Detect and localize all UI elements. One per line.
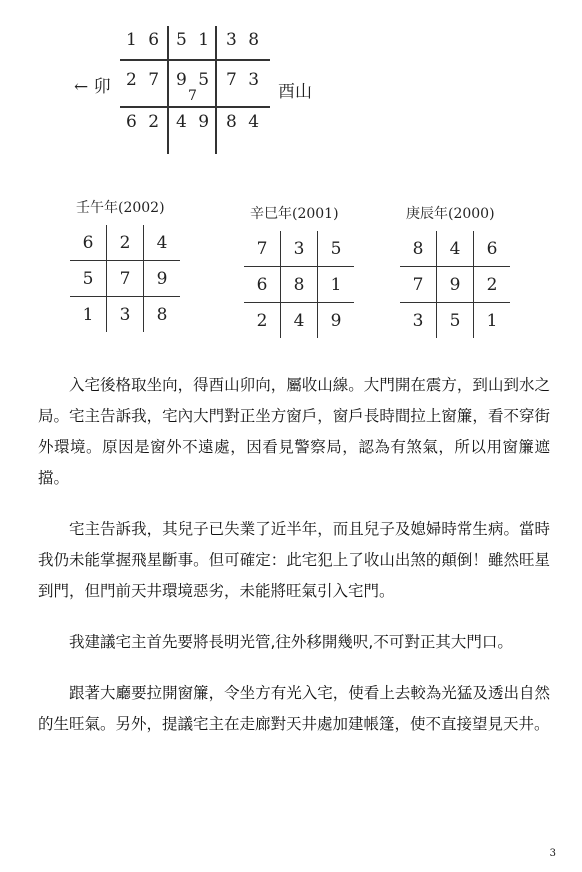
east-direction-label: ← 卯	[74, 77, 111, 97]
grid-cell: 6	[70, 225, 107, 261]
chart-grid-line	[215, 26, 217, 154]
grid-cell: 2	[107, 225, 144, 261]
year-grid-2001	[244, 203, 354, 338]
grid-caption: 辛巳年(2001)	[250, 206, 339, 222]
grid-cell: 3	[400, 303, 437, 339]
chart-center-note: 7	[188, 88, 200, 104]
grid-cell: 5	[70, 261, 107, 297]
grid-cell: 2	[474, 267, 511, 303]
grid-cell: 1	[318, 267, 355, 303]
chart-cell: 4 9	[176, 112, 213, 132]
grid-cell: 4	[281, 303, 318, 339]
grid-cell: 7	[400, 267, 437, 303]
grid-cell: 9	[318, 303, 355, 339]
chart-cell: 2 7	[126, 70, 163, 90]
star-grid	[70, 225, 180, 332]
chart-cell: 5 1	[176, 30, 213, 50]
chart-cell: 9 5	[176, 70, 213, 90]
star-grid	[244, 231, 354, 338]
grid-cell: 8	[400, 231, 437, 267]
chart-cell: 3 8	[226, 30, 263, 50]
paragraph: 我建議宅主首先要將長明光管,往外移開幾呎,不可對正其大門口。	[69, 633, 513, 651]
grid-cell: 7	[107, 261, 144, 297]
chart-cell: 7 3	[226, 70, 263, 90]
chart-grid-line	[120, 59, 270, 61]
grid-caption: 壬午年(2002)	[76, 200, 165, 216]
paragraph: 跟著大廳要拉開窗簾，令坐方有光入宅，使看上去較為光猛及透出自然的生旺氣。另外，提議宅主在走廊對天井處加建帳篷，使不直接望見天井。	[38, 684, 550, 733]
grid-cell: 2	[244, 303, 281, 339]
grid-cell: 4	[437, 231, 474, 267]
grid-cell: 9	[437, 267, 474, 303]
year-grid-2002	[70, 197, 180, 332]
flying-star-chart	[60, 20, 330, 160]
grid-cell: 6	[244, 267, 281, 303]
grid-cell: 1	[70, 297, 107, 333]
chart-grid-line	[167, 26, 169, 154]
year-grid-2000	[400, 203, 510, 338]
star-grid	[400, 231, 510, 338]
grid-cell: 3	[281, 231, 318, 267]
chart-cell: 8 4	[226, 112, 263, 132]
grid-cell: 1	[474, 303, 511, 339]
grid-cell: 8	[144, 297, 181, 333]
grid-cell: 9	[144, 261, 181, 297]
chart-cell: 1 6	[126, 30, 163, 50]
west-mountain-label: 酉山	[278, 82, 312, 102]
chart-cell: 6 2	[126, 112, 163, 132]
chart-grid-line	[120, 106, 270, 108]
grid-cell: 6	[474, 231, 511, 267]
grid-cell: 7	[244, 231, 281, 267]
page-number: 3	[549, 848, 556, 859]
body-text	[38, 370, 550, 740]
grid-cell: 8	[281, 267, 318, 303]
grid-cell: 3	[107, 297, 144, 333]
grid-caption: 庚辰年(2000)	[406, 206, 495, 222]
paragraph: 入宅後格取坐向，得酉山卯向，屬收山線。大門開在震方，到山到水之局。宅主告訴我，宅內大門對正坐方窗戶，窗戶長時間拉上窗簾，看不穿街外環境。原因是窗外不遠處，因看見警察局，認為有煞氣，所以用窗簾遮擋。	[38, 376, 550, 487]
grid-cell: 4	[144, 225, 181, 261]
grid-cell: 5	[318, 231, 355, 267]
paragraph: 宅主告訴我，其兒子已失業了近半年，而且兒子及媳婦時常生病。當時我仍未能掌握飛星斷事。但可確定：此宅犯上了收山出煞的顛倒！雖然旺星到門，但門前天井環境惡劣，未能將旺氣引入宅門。	[38, 520, 550, 600]
grid-cell: 5	[437, 303, 474, 339]
